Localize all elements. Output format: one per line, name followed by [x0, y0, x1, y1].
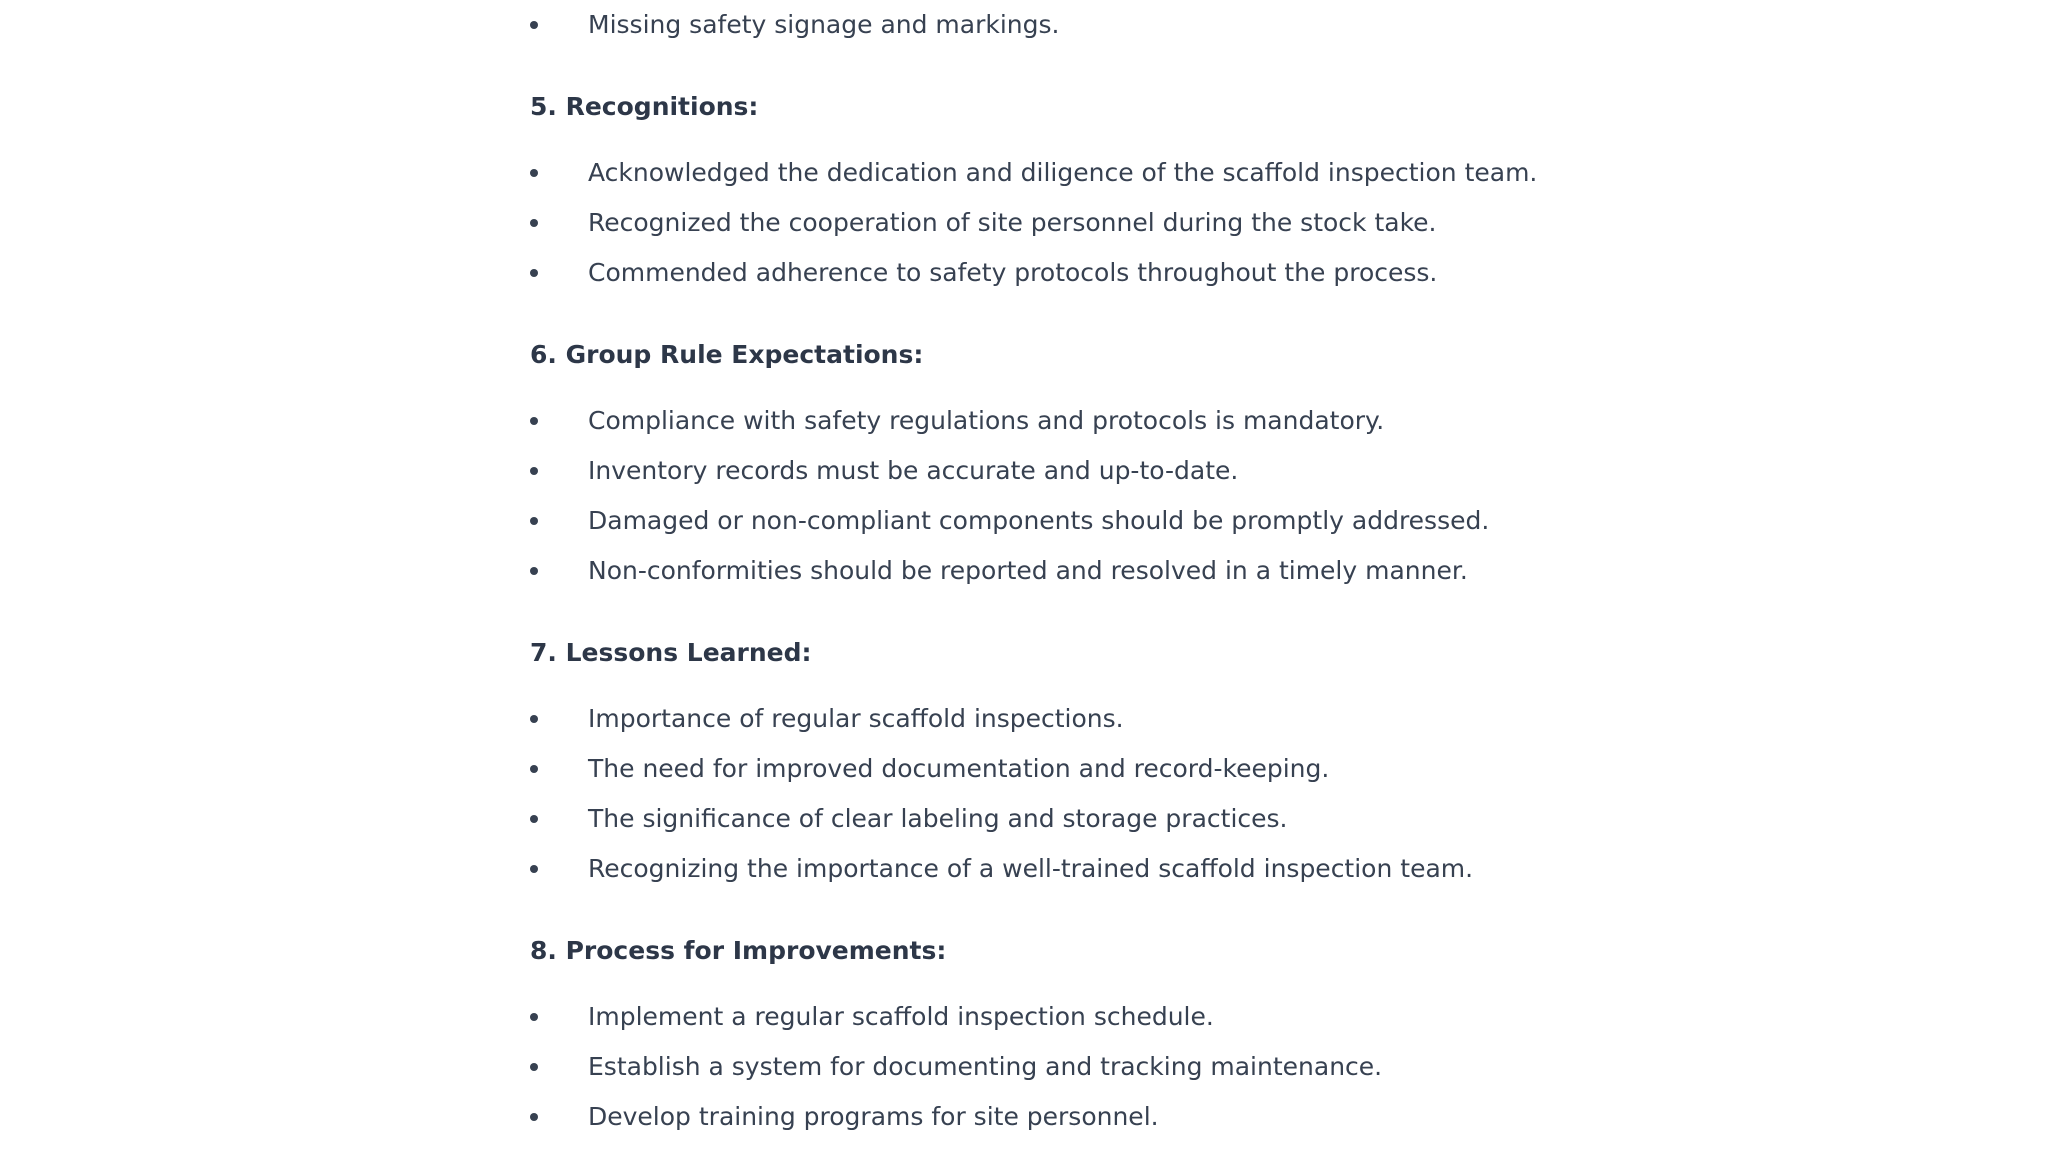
bullet-icon [530, 715, 538, 723]
bullet-icon [530, 567, 538, 575]
list-item-text: Importance of regular scaffold inspections. [588, 704, 1124, 733]
list-item-text: Non-conformities should be reported and resolved in a timely manner. [588, 556, 1468, 585]
bullet-icon [530, 269, 538, 277]
bullet-icon [530, 219, 538, 227]
list-item-text: Implement a regular scaffold inspection schedule. [588, 1002, 1214, 1031]
list-item-text: Inventory records must be accurate and up-to-date. [588, 456, 1239, 485]
list-item-text: Develop training programs for site personnel. [588, 1102, 1159, 1131]
list-item-text: Establish a system for documenting and tracking maintenance. [588, 1052, 1383, 1081]
section-heading-lessons-learned: 7. Lessons Learned: [530, 638, 812, 667]
section-heading-group-rule-expectations: 6. Group Rule Expectations: [530, 340, 924, 369]
bullet-icon [530, 169, 538, 177]
list-item-text: Recognized the cooperation of site personnel during the stock take. [588, 208, 1437, 237]
list-item-text: Damaged or non-compliant components should be promptly addressed. [588, 506, 1490, 535]
list-item-text: Commended adherence to safety protocols throughout the process. [588, 258, 1438, 287]
bullet-icon [530, 417, 538, 425]
section-heading-process-for-improvements: 8. Process for Improvements: [530, 936, 947, 965]
bullet-icon [530, 1113, 538, 1121]
list-item-text: Compliance with safety regulations and protocols is mandatory. [588, 406, 1385, 435]
bullet-icon [530, 467, 538, 475]
bullet-icon [530, 815, 538, 823]
bullet-icon [530, 865, 538, 873]
bullet-icon [530, 765, 538, 773]
section-heading-recognitions: 5. Recognitions: [530, 92, 759, 121]
bullet-icon [530, 1013, 538, 1021]
list-item-text: Acknowledged the dedication and diligence of the scaffold inspection team. [588, 158, 1538, 187]
list-item-text: Recognizing the importance of a well-trained scaffold inspection team. [588, 854, 1474, 883]
bullet-icon [530, 517, 538, 525]
bullet-icon [530, 21, 538, 29]
list-item-text: The significance of clear labeling and storage practices. [588, 804, 1288, 833]
bullet-icon [530, 1063, 538, 1071]
list-item-text: The need for improved documentation and record-keeping. [588, 754, 1330, 783]
list-item-text: Missing safety signage and markings. [588, 10, 1060, 39]
